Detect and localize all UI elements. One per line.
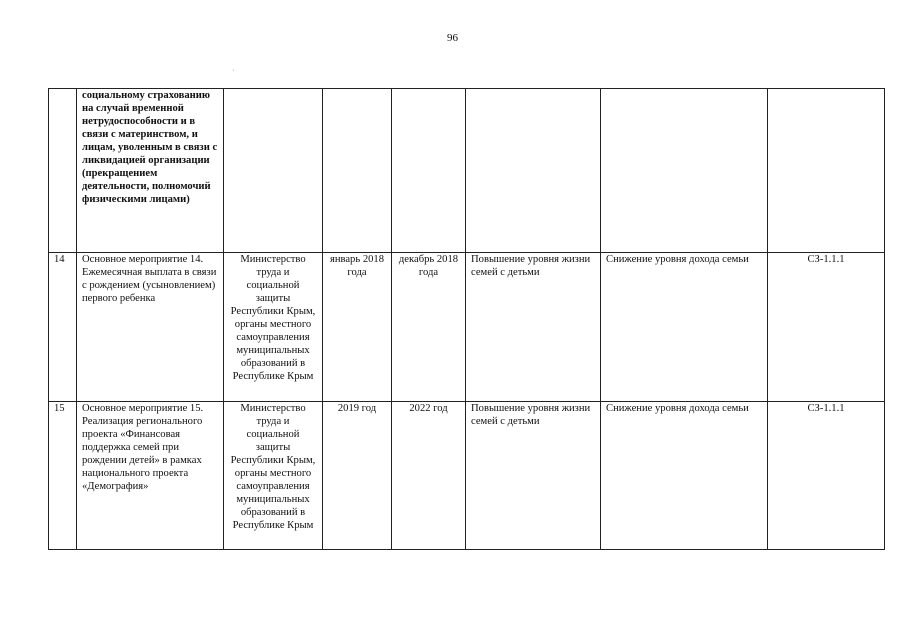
expected-result-cell: Повышение уровня жизни семей с детьми <box>466 253 601 402</box>
consequence-cell: Снижение уровня дохода семьи <box>601 253 768 402</box>
table-row <box>49 89 885 253</box>
activity-name-cell: Основное мероприятие 14. Ежемесячная выплата в связи с рождением (усыновлением) первого ребенка <box>77 253 224 402</box>
start-date-cell <box>323 89 392 253</box>
executor-cell: Министерство труда и социальной защиты Республики Крым, органы местного самоуправления муниципальных образований в Республике Крым <box>224 402 323 550</box>
expected-result-cell: Повышение уровня жизни семей с детьми <box>466 402 601 550</box>
activity-name-cell: Основное мероприятие 15. Реализация регионального проекта «Финансовая поддержка семей при рождении детей» в рамках национального проекта «Демография» <box>77 402 224 550</box>
executor-cell <box>224 89 323 253</box>
end-date-cell <box>392 89 466 253</box>
indicator-cell <box>768 89 885 253</box>
activities-table <box>48 88 885 550</box>
activity-name-cell: социальному страхованию на случай временной нетрудоспособности и в связи с материнством, и лицам, уволенным в связи с ликвидацией организации (прекращением деятельности, полномочий физическими лицами) <box>77 89 224 253</box>
indicator-cell: СЗ-1.1.1 <box>768 253 885 402</box>
executor-cell: Министерство труда и социальной защиты Республики Крым, органы местного самоуправления муниципальных образований в Республике Крым <box>224 253 323 402</box>
start-date-cell: 2019 год <box>323 402 392 550</box>
end-date-cell: 2022 год <box>392 402 466 550</box>
end-date-cell: декабрь 2018 года <box>392 253 466 402</box>
consequence-cell: Снижение уровня дохода семьи <box>601 402 768 550</box>
page-number: 96 <box>447 32 458 44</box>
consequence-cell <box>601 89 768 253</box>
table-row <box>49 402 885 550</box>
row-number-cell: 14 <box>49 253 77 402</box>
stray-mark: · <box>232 66 235 75</box>
indicator-cell: СЗ-1.1.1 <box>768 402 885 550</box>
expected-result-cell <box>466 89 601 253</box>
table-row <box>49 253 885 402</box>
start-date-cell: январь 2018 года <box>323 253 392 402</box>
row-number-cell <box>49 89 77 253</box>
row-number-cell: 15 <box>49 402 77 550</box>
